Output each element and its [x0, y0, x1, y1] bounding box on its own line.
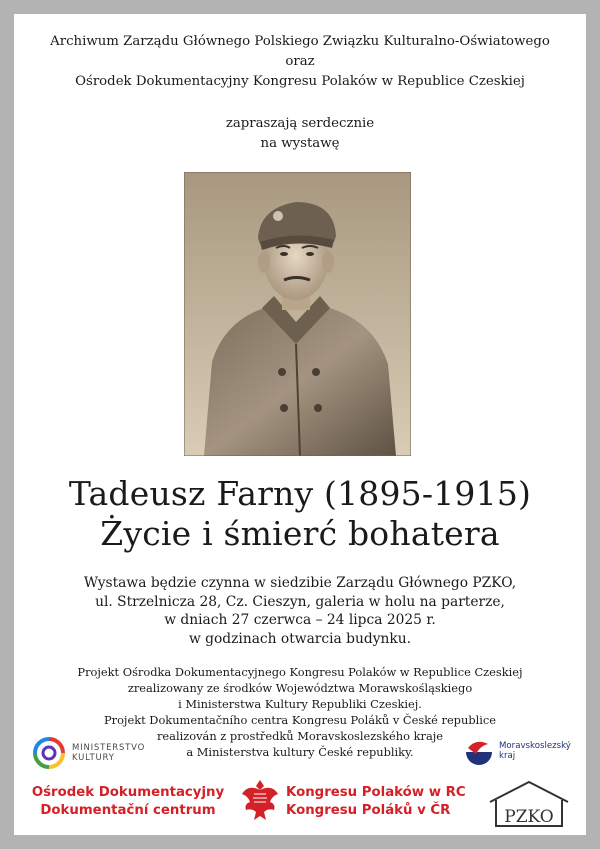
exhibition-info	[14, 574, 586, 648]
ministry-label: MINISTERSTVO	[72, 743, 146, 753]
footer-congress-polish: Kongresu Polaków w RC	[286, 785, 466, 800]
exhibition-title	[14, 474, 586, 554]
invitation-line-1: zapraszają serdecznie	[225, 116, 375, 131]
footer-center-czech: Dokumentační centrum	[40, 803, 216, 818]
project-note-line: zrealizowany ze środków Województwa Morawskośląskiego	[127, 681, 473, 695]
invitation-line-2: na wystawę	[260, 136, 340, 151]
pzko-logo	[486, 778, 572, 830]
info-dates: w dniach 27 czerwca – 24 lipca 2025 r.	[164, 612, 436, 628]
info-address: ul. Strzelnicza 28, Cz. Cieszyn, galeria w holu na parterze,	[95, 593, 505, 610]
organizers	[14, 32, 586, 92]
poster	[14, 14, 586, 835]
project-note-line: realizován z prostředků Moravskoslezského kraje	[156, 729, 444, 743]
organizer-conjunction: oraz	[285, 54, 315, 69]
title-subtitle: Życie i śmierć bohatera	[100, 514, 500, 553]
organizer-archive: Archiwum Zarządu Głównego Polskiego Związku Kulturalno-Oświatowego	[50, 34, 550, 49]
title-name-dates: Tadeusz Farny (1895-1915)	[68, 474, 532, 513]
footer-center-polish: Ośrodek Dokumentacyjny	[31, 785, 225, 800]
project-note-line: Projekt Dokumentačního centra Kongresu Poláků v České republice	[103, 713, 497, 727]
footer-congress-czech: Kongresu Poláků v ČR	[286, 803, 451, 818]
ministry-label: KULTURY	[72, 753, 115, 763]
pzko-logo-text: PZKO	[504, 807, 554, 827]
info-hours: w godzinach otwarcia budynku.	[188, 630, 412, 647]
organizer-center: Ośrodek Dokumentacyjny Kongresu Polaków w Republice Czeskiej	[75, 74, 525, 89]
invitation	[14, 114, 586, 154]
region-label: Moravskoslezský	[499, 741, 571, 751]
eagle-emblem-icon	[240, 776, 280, 824]
project-note-line: Projekt Ośrodka Dokumentacyjnego Kongresu Polaków w Republice Czeskiej	[77, 665, 523, 679]
info-venue: Wystawa będzie czynna w siedzibie Zarządu Głównego PZKO,	[83, 575, 517, 591]
ministry-of-culture-logo	[32, 736, 145, 770]
footer-congress-name	[286, 784, 470, 820]
ministry-emblem-icon	[32, 736, 66, 770]
project-note-line: i Ministerstwa Kultury Republiki Czeskiej.	[178, 697, 422, 711]
footer-center-name	[18, 784, 238, 820]
region-emblem-icon	[462, 734, 496, 768]
portrait-photo	[184, 172, 411, 456]
region-label: kraj	[499, 751, 516, 761]
project-note-line: a Ministerstva kultury České republiky.	[186, 745, 414, 759]
moravian-silesian-region-logo	[462, 734, 571, 768]
